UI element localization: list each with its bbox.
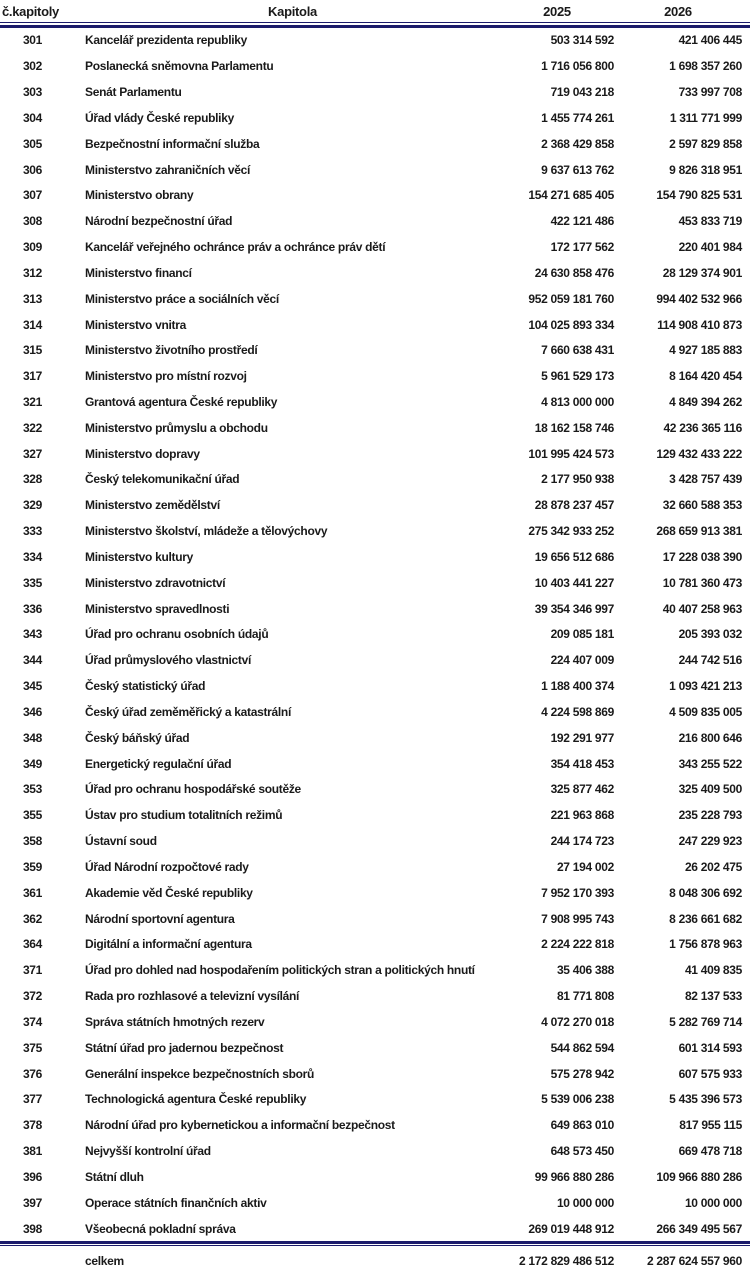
- chapter-number-cell: 306: [22, 162, 43, 177]
- amount-2025-cell: 7 952 170 393: [541, 885, 614, 900]
- chapter-name-cell: Ministerstvo financí: [85, 265, 192, 280]
- chapter-name-cell: Ministerstvo průmyslu a obchodu: [85, 420, 268, 435]
- chapter-name-cell: Akademie věd České republiky: [85, 885, 253, 900]
- chapter-name-cell: Národní bezpečnostní úřad: [85, 214, 233, 229]
- amount-2025-cell: 1 455 774 261: [541, 110, 614, 125]
- amount-2025-cell: 18 162 158 746: [534, 420, 614, 435]
- amount-2025-cell: 192 291 977: [550, 730, 614, 745]
- chapter-name-cell: Rada pro rozhlasové a televizní vysílání: [85, 989, 300, 1004]
- chapter-name-cell: Ministerstvo zemědělství: [85, 498, 220, 513]
- amount-2025-cell: 4 072 270 018: [541, 1014, 614, 1029]
- chapter-name-cell: Český statistický úřad: [85, 679, 206, 694]
- amount-2025-cell: 649 863 010: [550, 1118, 614, 1133]
- total-row: [0, 1246, 750, 1276]
- amount-2026-cell: 1 698 357 260: [669, 59, 742, 74]
- chapter-number-cell: 322: [22, 420, 43, 435]
- table-row: [0, 518, 750, 544]
- chapter-name-cell: Senát Parlamentu: [85, 85, 182, 100]
- amount-2026-cell: 26 202 475: [684, 859, 742, 874]
- amount-2026-cell: 109 966 880 286: [656, 1169, 742, 1184]
- amount-2026-cell: 114 908 410 873: [657, 317, 742, 332]
- chapter-number-cell: 372: [22, 989, 43, 1004]
- chapter-number-cell: 381: [22, 1144, 43, 1159]
- table-row: [0, 725, 750, 751]
- chapter-number-cell: 336: [22, 601, 43, 616]
- chapter-name-cell: Technologická agentura České republiky: [85, 1092, 307, 1107]
- table-row: [0, 1216, 750, 1242]
- chapter-number-cell: 317: [22, 369, 43, 384]
- chapter-name-cell: Operace státních finančních aktiv: [85, 1195, 267, 1210]
- chapter-name-cell: Úřad průmyslového vlastnictví: [85, 653, 252, 668]
- table-row: [0, 131, 750, 157]
- chapter-number-cell: 345: [22, 679, 43, 694]
- table-row: [0, 1009, 750, 1035]
- chapter-number-cell: 353: [22, 782, 43, 797]
- amount-2026-cell: 1 093 421 213: [669, 679, 742, 694]
- amount-2025-cell: 354 418 453: [550, 756, 614, 771]
- table-row: [0, 1190, 750, 1216]
- amount-2025-cell: 4 224 598 869: [541, 704, 614, 719]
- chapter-name-cell: Správa státních hmotných rezerv: [85, 1014, 265, 1029]
- amount-2025-cell: 154 271 685 405: [528, 188, 614, 203]
- table-row: [0, 492, 750, 518]
- amount-2025-cell: 221 963 868: [550, 808, 614, 823]
- chapter-number-cell: 348: [22, 730, 43, 745]
- amount-2026-cell: 994 402 532 966: [656, 291, 742, 306]
- amount-2026-cell: 4 927 185 883: [669, 343, 742, 358]
- chapter-name-cell: Ministerstvo obrany: [85, 188, 194, 203]
- amount-2025-cell: 209 085 181: [550, 627, 614, 642]
- table-row: [0, 363, 750, 389]
- table-row: [0, 751, 750, 777]
- amount-2026-cell: 247 229 923: [678, 834, 742, 849]
- chapter-name-cell: Český báňský úřad: [85, 730, 190, 745]
- amount-2025-cell: 10 403 441 227: [534, 575, 614, 590]
- chapter-name-cell: Ministerstvo zdravotnictví: [85, 575, 226, 590]
- table-row: [0, 673, 750, 699]
- amount-2026-cell: 40 407 258 963: [662, 601, 742, 616]
- chapter-name-cell: Ministerstvo práce a sociálních věcí: [85, 291, 279, 306]
- amount-2025-cell: 7 908 995 743: [541, 911, 614, 926]
- table-row: [0, 79, 750, 105]
- chapter-number-cell: 301: [22, 33, 43, 48]
- amount-2025-cell: 2 177 950 938: [541, 472, 614, 487]
- table-row: [0, 53, 750, 79]
- column-header-chapter-name: Kapitola: [268, 3, 317, 19]
- chapter-number-cell: 355: [22, 808, 43, 823]
- chapter-name-cell: Ministerstvo spravedlnosti: [85, 601, 230, 616]
- amount-2025-cell: 952 059 181 760: [528, 291, 614, 306]
- table-row: [0, 1086, 750, 1112]
- chapter-number-cell: 333: [22, 524, 43, 539]
- chapter-number-cell: 362: [22, 911, 43, 926]
- amount-2026-cell: 8 048 306 692: [669, 885, 742, 900]
- chapter-name-cell: Státní úřad pro jadernou bezpečnost: [85, 1040, 284, 1055]
- table-row: [0, 570, 750, 596]
- table-row: [0, 208, 750, 234]
- table-row: [0, 777, 750, 803]
- chapter-number-cell: 327: [22, 446, 43, 461]
- chapter-number-cell: 302: [22, 59, 43, 74]
- chapter-number-cell: 304: [22, 110, 43, 125]
- amount-2026-cell: 5 435 396 573: [669, 1092, 742, 1107]
- table-row: [0, 467, 750, 493]
- chapter-number-cell: 376: [22, 1066, 43, 1081]
- amount-2026-cell: 601 314 593: [678, 1040, 742, 1055]
- amount-2025-cell: 269 019 448 912: [528, 1221, 614, 1236]
- amount-2025-cell: 325 877 462: [550, 782, 614, 797]
- amount-2025-cell: 99 966 880 286: [534, 1169, 614, 1184]
- chapter-name-cell: Státní dluh: [85, 1169, 144, 1184]
- amount-2025-cell: 1 716 056 800: [541, 59, 614, 74]
- amount-2025-cell: 1 188 400 374: [541, 679, 614, 694]
- amount-2026-cell: 325 409 500: [678, 782, 742, 797]
- amount-2026-cell: 32 660 588 353: [662, 498, 742, 513]
- amount-2025-cell: 5 961 529 173: [541, 369, 614, 384]
- chapter-number-cell: 349: [22, 756, 43, 771]
- chapter-name-cell: Ministerstvo vnitra: [85, 317, 186, 332]
- amount-2026-cell: 453 833 719: [678, 214, 742, 229]
- chapter-number-cell: 307: [22, 188, 43, 203]
- table-row: [0, 182, 750, 208]
- amount-2025-cell: 24 630 858 476: [534, 265, 614, 280]
- table-row: [0, 286, 750, 312]
- amount-2025-cell: 172 177 562: [550, 240, 614, 255]
- chapter-number-cell: 378: [22, 1118, 43, 1133]
- amount-2026-cell: 2 597 829 858: [669, 136, 742, 151]
- chapter-number-cell: 312: [22, 265, 43, 280]
- amount-2026-cell: 8 236 661 682: [669, 911, 742, 926]
- amount-2026-cell: 129 432 433 222: [656, 446, 742, 461]
- chapter-name-cell: Všeobecná pokladní správa: [85, 1221, 236, 1236]
- chapter-name-cell: Energetický regulační úřad: [85, 756, 232, 771]
- chapter-number-cell: 371: [22, 963, 43, 978]
- table-row: [0, 260, 750, 286]
- amount-2026-cell: 17 228 038 390: [662, 549, 742, 564]
- chapter-name-cell: Úřad vlády České republiky: [85, 110, 234, 125]
- amount-2026-cell: 343 255 522: [678, 756, 742, 771]
- chapter-number-cell: 396: [22, 1169, 43, 1184]
- amount-2026-cell: 4 509 835 005: [669, 704, 742, 719]
- amount-2026-cell: 10 781 360 473: [662, 575, 742, 590]
- table-row: [0, 1035, 750, 1061]
- chapter-number-cell: 308: [22, 214, 43, 229]
- chapter-name-cell: Úřad pro dohled nad hospodařením politických stran a politických hnutí: [85, 963, 475, 978]
- chapter-number-cell: 358: [22, 834, 43, 849]
- chapter-number-cell: 303: [22, 85, 43, 100]
- table-row: [0, 931, 750, 957]
- amount-2026-cell: 154 790 825 531: [656, 188, 742, 203]
- amount-2025-cell: 81 771 808: [556, 989, 614, 1004]
- chapter-number-cell: 335: [22, 575, 43, 590]
- chapter-number-cell: 329: [22, 498, 43, 513]
- chapter-number-cell: 315: [22, 343, 43, 358]
- amount-2026-cell: 8 164 420 454: [669, 369, 742, 384]
- amount-2026-cell: 5 282 769 714: [669, 1014, 742, 1029]
- chapter-number-cell: 377: [22, 1092, 43, 1107]
- table-row: [0, 415, 750, 441]
- amount-2026-cell: 205 393 032: [678, 627, 742, 642]
- amount-2025-cell: 275 342 933 252: [528, 524, 614, 539]
- total-amount-2026: 2 287 624 557 960: [647, 1254, 742, 1269]
- amount-2026-cell: 669 478 718: [678, 1144, 742, 1159]
- chapter-name-cell: Ústavní soud: [85, 834, 157, 849]
- table-row: [0, 389, 750, 415]
- amount-2025-cell: 575 278 942: [550, 1066, 614, 1081]
- table-row: [0, 647, 750, 673]
- table-row: [0, 906, 750, 932]
- amount-2025-cell: 544 862 594: [550, 1040, 614, 1055]
- table-row: [0, 802, 750, 828]
- chapter-number-cell: 398: [22, 1221, 43, 1236]
- table-row: [0, 544, 750, 570]
- amount-2025-cell: 35 406 388: [556, 963, 614, 978]
- amount-2025-cell: 503 314 592: [550, 33, 614, 48]
- chapter-number-cell: 321: [22, 395, 43, 409]
- table-row: [0, 105, 750, 131]
- amount-2026-cell: 28 129 374 901: [662, 265, 742, 280]
- amount-2026-cell: 3 428 757 439: [669, 472, 742, 487]
- table-row: [0, 854, 750, 880]
- chapter-name-cell: Nejvyšší kontrolní úřad: [85, 1144, 211, 1159]
- chapter-number-cell: 305: [22, 136, 43, 151]
- amount-2025-cell: 244 174 723: [550, 834, 614, 849]
- chapter-number-cell: 309: [22, 240, 43, 255]
- amount-2026-cell: 41 409 835: [684, 963, 742, 978]
- table-row: [0, 157, 750, 183]
- table-row: [0, 28, 750, 54]
- chapter-name-cell: Úřad pro ochranu hospodářské soutěže: [85, 782, 301, 797]
- amount-2025-cell: 422 121 486: [550, 214, 614, 229]
- amount-2025-cell: 9 637 613 762: [541, 162, 614, 177]
- amount-2026-cell: 733 997 708: [678, 85, 742, 100]
- table-row: [0, 234, 750, 260]
- amount-2026-cell: 216 800 646: [678, 730, 742, 745]
- chapter-name-cell: Český úřad zeměměřický a katastrální: [85, 704, 291, 719]
- amount-2026-cell: 9 826 318 951: [669, 162, 742, 177]
- chapter-name-cell: Národní sportovní agentura: [85, 911, 235, 926]
- table-row: [0, 880, 750, 906]
- chapter-number-cell: 328: [22, 472, 43, 487]
- total-amount-2025: 2 172 829 486 512: [519, 1254, 614, 1269]
- table-row: [0, 957, 750, 983]
- table-header-row: [0, 0, 750, 22]
- chapter-name-cell: Bezpečnostní informační služba: [85, 136, 260, 151]
- chapter-name-cell: Generální inspekce bezpečnostních sborů: [85, 1066, 315, 1081]
- table-row: [0, 441, 750, 467]
- amount-2025-cell: 104 025 893 334: [528, 317, 614, 332]
- amount-2026-cell: 1 311 771 999: [669, 110, 742, 125]
- chapter-name-cell: Ministerstvo zahraničních věcí: [85, 162, 251, 177]
- table-row: [0, 699, 750, 725]
- amount-2026-cell: 42 236 365 116: [663, 420, 742, 435]
- chapter-name-cell: Ústav pro studium totalitních režimů: [85, 808, 283, 823]
- column-header-2026: 2026: [664, 3, 692, 19]
- chapter-name-cell: Úřad Národní rozpočtové rady: [85, 859, 249, 874]
- chapter-name-cell: Ministerstvo dopravy: [85, 446, 200, 461]
- column-header-2025: 2025: [543, 3, 571, 19]
- chapter-name-cell: Kancelář veřejného ochránce práv a ochránce práv dětí: [85, 240, 386, 255]
- amount-2025-cell: 2 224 222 818: [541, 937, 614, 952]
- chapter-name-cell: Ministerstvo kultury: [85, 549, 194, 564]
- amount-2026-cell: 607 575 933: [678, 1066, 742, 1081]
- amount-2025-cell: 2 368 429 858: [541, 136, 614, 151]
- table-row: [0, 1138, 750, 1164]
- amount-2025-cell: 27 194 002: [556, 859, 614, 874]
- amount-2025-cell: 39 354 346 997: [534, 601, 614, 616]
- chapter-name-cell: Ministerstvo pro místní rozvoj: [85, 369, 247, 384]
- chapter-number-cell: 364: [22, 937, 43, 952]
- chapter-name-cell: Digitální a informační agentura: [85, 937, 252, 952]
- amount-2025-cell: 719 043 218: [550, 85, 614, 100]
- amount-2026-cell: 268 659 913 381: [656, 524, 742, 539]
- amount-2025-cell: 101 995 424 573: [528, 446, 614, 461]
- amount-2026-cell: 235 228 793: [678, 808, 742, 823]
- chapter-number-cell: 314: [22, 317, 43, 332]
- table-row: [0, 1112, 750, 1138]
- amount-2025-cell: 28 878 237 457: [534, 498, 614, 513]
- chapter-number-cell: 334: [22, 549, 43, 564]
- amount-2025-cell: 10 000 000: [556, 1195, 614, 1210]
- chapter-number-cell: 397: [22, 1195, 43, 1210]
- column-header-chapter-number: č.kapitoly: [2, 3, 59, 19]
- amount-2025-cell: 4 813 000 000: [541, 395, 614, 409]
- amount-2025-cell: 19 656 512 686: [534, 549, 614, 564]
- amount-2025-cell: 648 573 450: [550, 1144, 614, 1159]
- chapter-name-cell: Ministerstvo životního prostředí: [85, 343, 258, 358]
- amount-2026-cell: 220 401 984: [678, 240, 742, 255]
- amount-2025-cell: 5 539 006 238: [541, 1092, 614, 1107]
- table-row: [0, 1061, 750, 1087]
- table-row: [0, 622, 750, 648]
- chapter-name-cell: Český telekomunikační úřad: [85, 472, 240, 487]
- table-row: [0, 1164, 750, 1190]
- chapter-name-cell: Grantová agentura České republiky: [85, 395, 278, 409]
- table-row: [0, 983, 750, 1009]
- amount-2026-cell: 10 000 000: [684, 1195, 742, 1210]
- chapter-name-cell: Úřad pro ochranu osobních údajů: [85, 627, 269, 642]
- chapter-number-cell: 313: [22, 291, 43, 306]
- amount-2026-cell: 244 742 516: [678, 653, 742, 668]
- table-row: [0, 312, 750, 338]
- amount-2025-cell: 224 407 009: [550, 653, 614, 668]
- amount-2026-cell: 82 137 533: [684, 989, 742, 1004]
- table-body: [0, 28, 750, 1242]
- chapter-name-cell: Poslanecká sněmovna Parlamentu: [85, 59, 274, 74]
- chapter-name-cell: Národní úřad pro kybernetickou a informační bezpečnost: [85, 1118, 395, 1133]
- table-row: [0, 828, 750, 854]
- chapter-number-cell: 343: [22, 627, 43, 642]
- chapter-number-cell: 346: [22, 704, 43, 719]
- chapter-number-cell: 344: [22, 653, 43, 668]
- chapter-name-cell: Kancelář prezidenta republiky: [85, 33, 248, 48]
- amount-2025-cell: 7 660 638 431: [541, 343, 614, 358]
- amount-2026-cell: 817 955 115: [679, 1118, 742, 1133]
- chapter-name-cell: Ministerstvo školství, mládeže a tělovýchovy: [85, 524, 328, 539]
- chapter-number-cell: 374: [22, 1014, 43, 1029]
- amount-2026-cell: 1 756 878 963: [669, 937, 742, 952]
- chapter-number-cell: 361: [22, 885, 43, 900]
- total-label: celkem: [85, 1254, 124, 1269]
- amount-2026-cell: 4 849 394 262: [669, 395, 742, 409]
- table-row: [0, 596, 750, 622]
- amount-2026-cell: 421 406 445: [678, 33, 742, 48]
- amount-2026-cell: 266 349 495 567: [656, 1221, 742, 1236]
- chapter-number-cell: 375: [22, 1040, 43, 1055]
- chapter-number-cell: 359: [22, 859, 43, 874]
- table-row: [0, 337, 750, 363]
